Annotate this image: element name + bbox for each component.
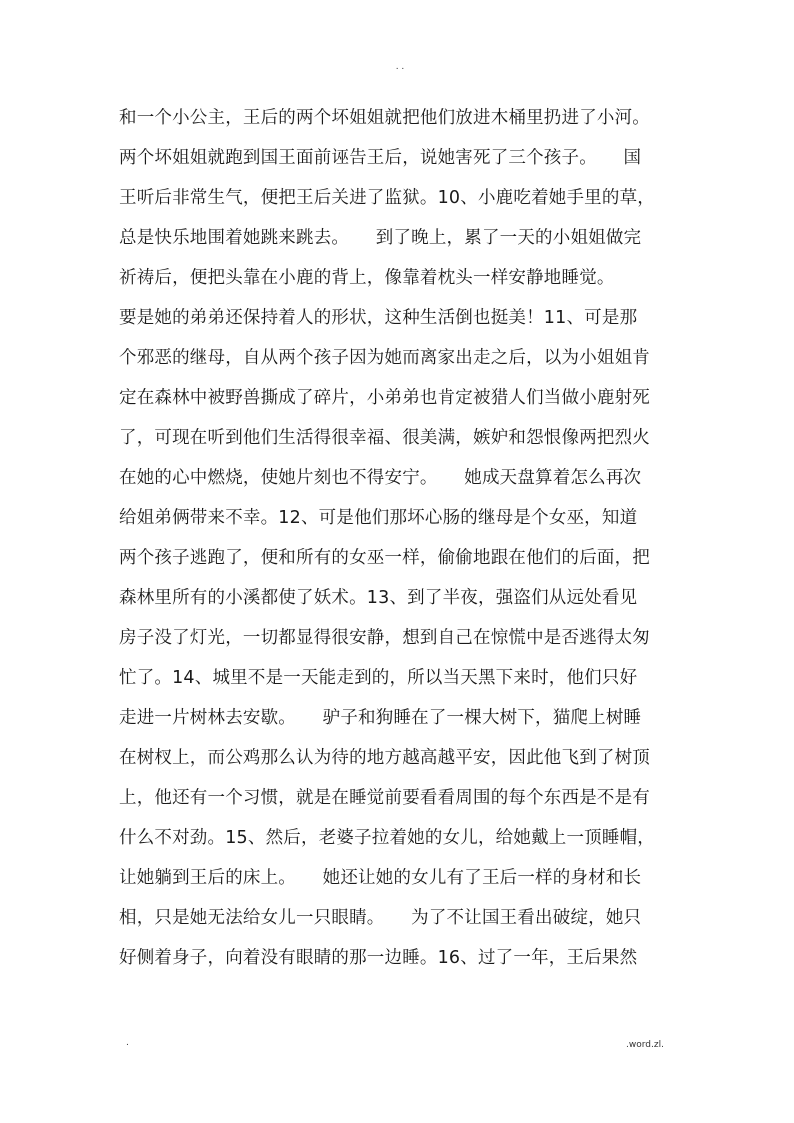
text-line: 和一个小公主，王后的两个坏姐姐就把他们放进木桶里扔进了小河。 [119, 108, 650, 128]
text-line: 总是快乐地围着她跳来跳去。 到了晚上，累了一天的小姐姐做完 [119, 228, 642, 248]
text-line: 什么不对劲。15、然后，老婆子拉着她的女儿，给她戴上一顶睡帽， [119, 828, 655, 848]
text-line: 要是她的弟弟还保持着人的形状，这种生活倒也挺美！11、可是那 [119, 308, 638, 328]
text-line: 王听后非常生气，便把王后关进了监狱。10、小鹿吃着她手里的草， [119, 188, 655, 208]
text-line: 个邪恶的继母，自从两个孩子因为她而离家出走之后，以为小姐姐肯 [119, 348, 650, 368]
text-line: 两个坏姐姐就跑到国王面前诬告王后，说她害死了三个孩子。 国 [119, 148, 642, 168]
text-line: 两个孩子逃跑了，便和所有的女巫一样，偷偷地跟在他们的后面，把 [119, 548, 650, 568]
text-line: 走进一片树林去安歇。 驴子和狗睡在了一棵大树下，猫爬上树睡 [119, 708, 642, 728]
footer-left-mark: . [126, 1038, 129, 1048]
text-line: 了，可现在听到他们生活得很幸福、很美满，嫉妒和怨恨像两把烈火 [119, 428, 650, 448]
document-body [119, 98, 685, 978]
text-line: 让她躺到王后的床上。 她还让她的女儿有了王后一样的身材和长 [119, 868, 642, 888]
text-line: 房子没了灯光，一切都显得很安静，想到自己在惊慌中是否逃得太匆 [119, 628, 650, 648]
text-line: 在树杈上，而公鸡那么认为待的地方越高越平安，因此他飞到了树顶 [119, 748, 650, 768]
text-line: 在她的心中燃烧，使她片刻也不得安宁。 她成天盘算着怎么再次 [119, 468, 642, 488]
text-line: 给姐弟俩带来不幸。12、可是他们那坏心肠的继母是个女巫，知道 [119, 508, 638, 528]
text-line: 相，只是她无法给女儿一只眼睛。 为了不让国王看出破绽，她只 [119, 908, 642, 928]
text-line: 忙了。14、城里不是一天能走到的，所以当天黑下来时，他们只好 [119, 668, 638, 688]
header-mark: . . [395, 62, 405, 72]
text-line: 好侧着身子，向着没有眼睛的那一边睡。16、过了一年，王后果然 [119, 948, 638, 968]
text-line: 祈祷后，便把头靠在小鹿的背上，像靠着枕头一样安静地睡觉。 [119, 268, 615, 288]
text-line: 上，他还有一个习惯，就是在睡觉前要看看周围的每个东西是不是有 [119, 788, 650, 808]
footer-watermark: .word.zl. [626, 1040, 664, 1050]
text-line: 定在森林中被野兽撕成了碎片，小弟弟也肯定被猎人们当做小鹿射死 [119, 388, 650, 408]
text-line: 森林里所有的小溪都使了妖术。13、到了半夜，强盗们从远处看见 [119, 588, 638, 608]
